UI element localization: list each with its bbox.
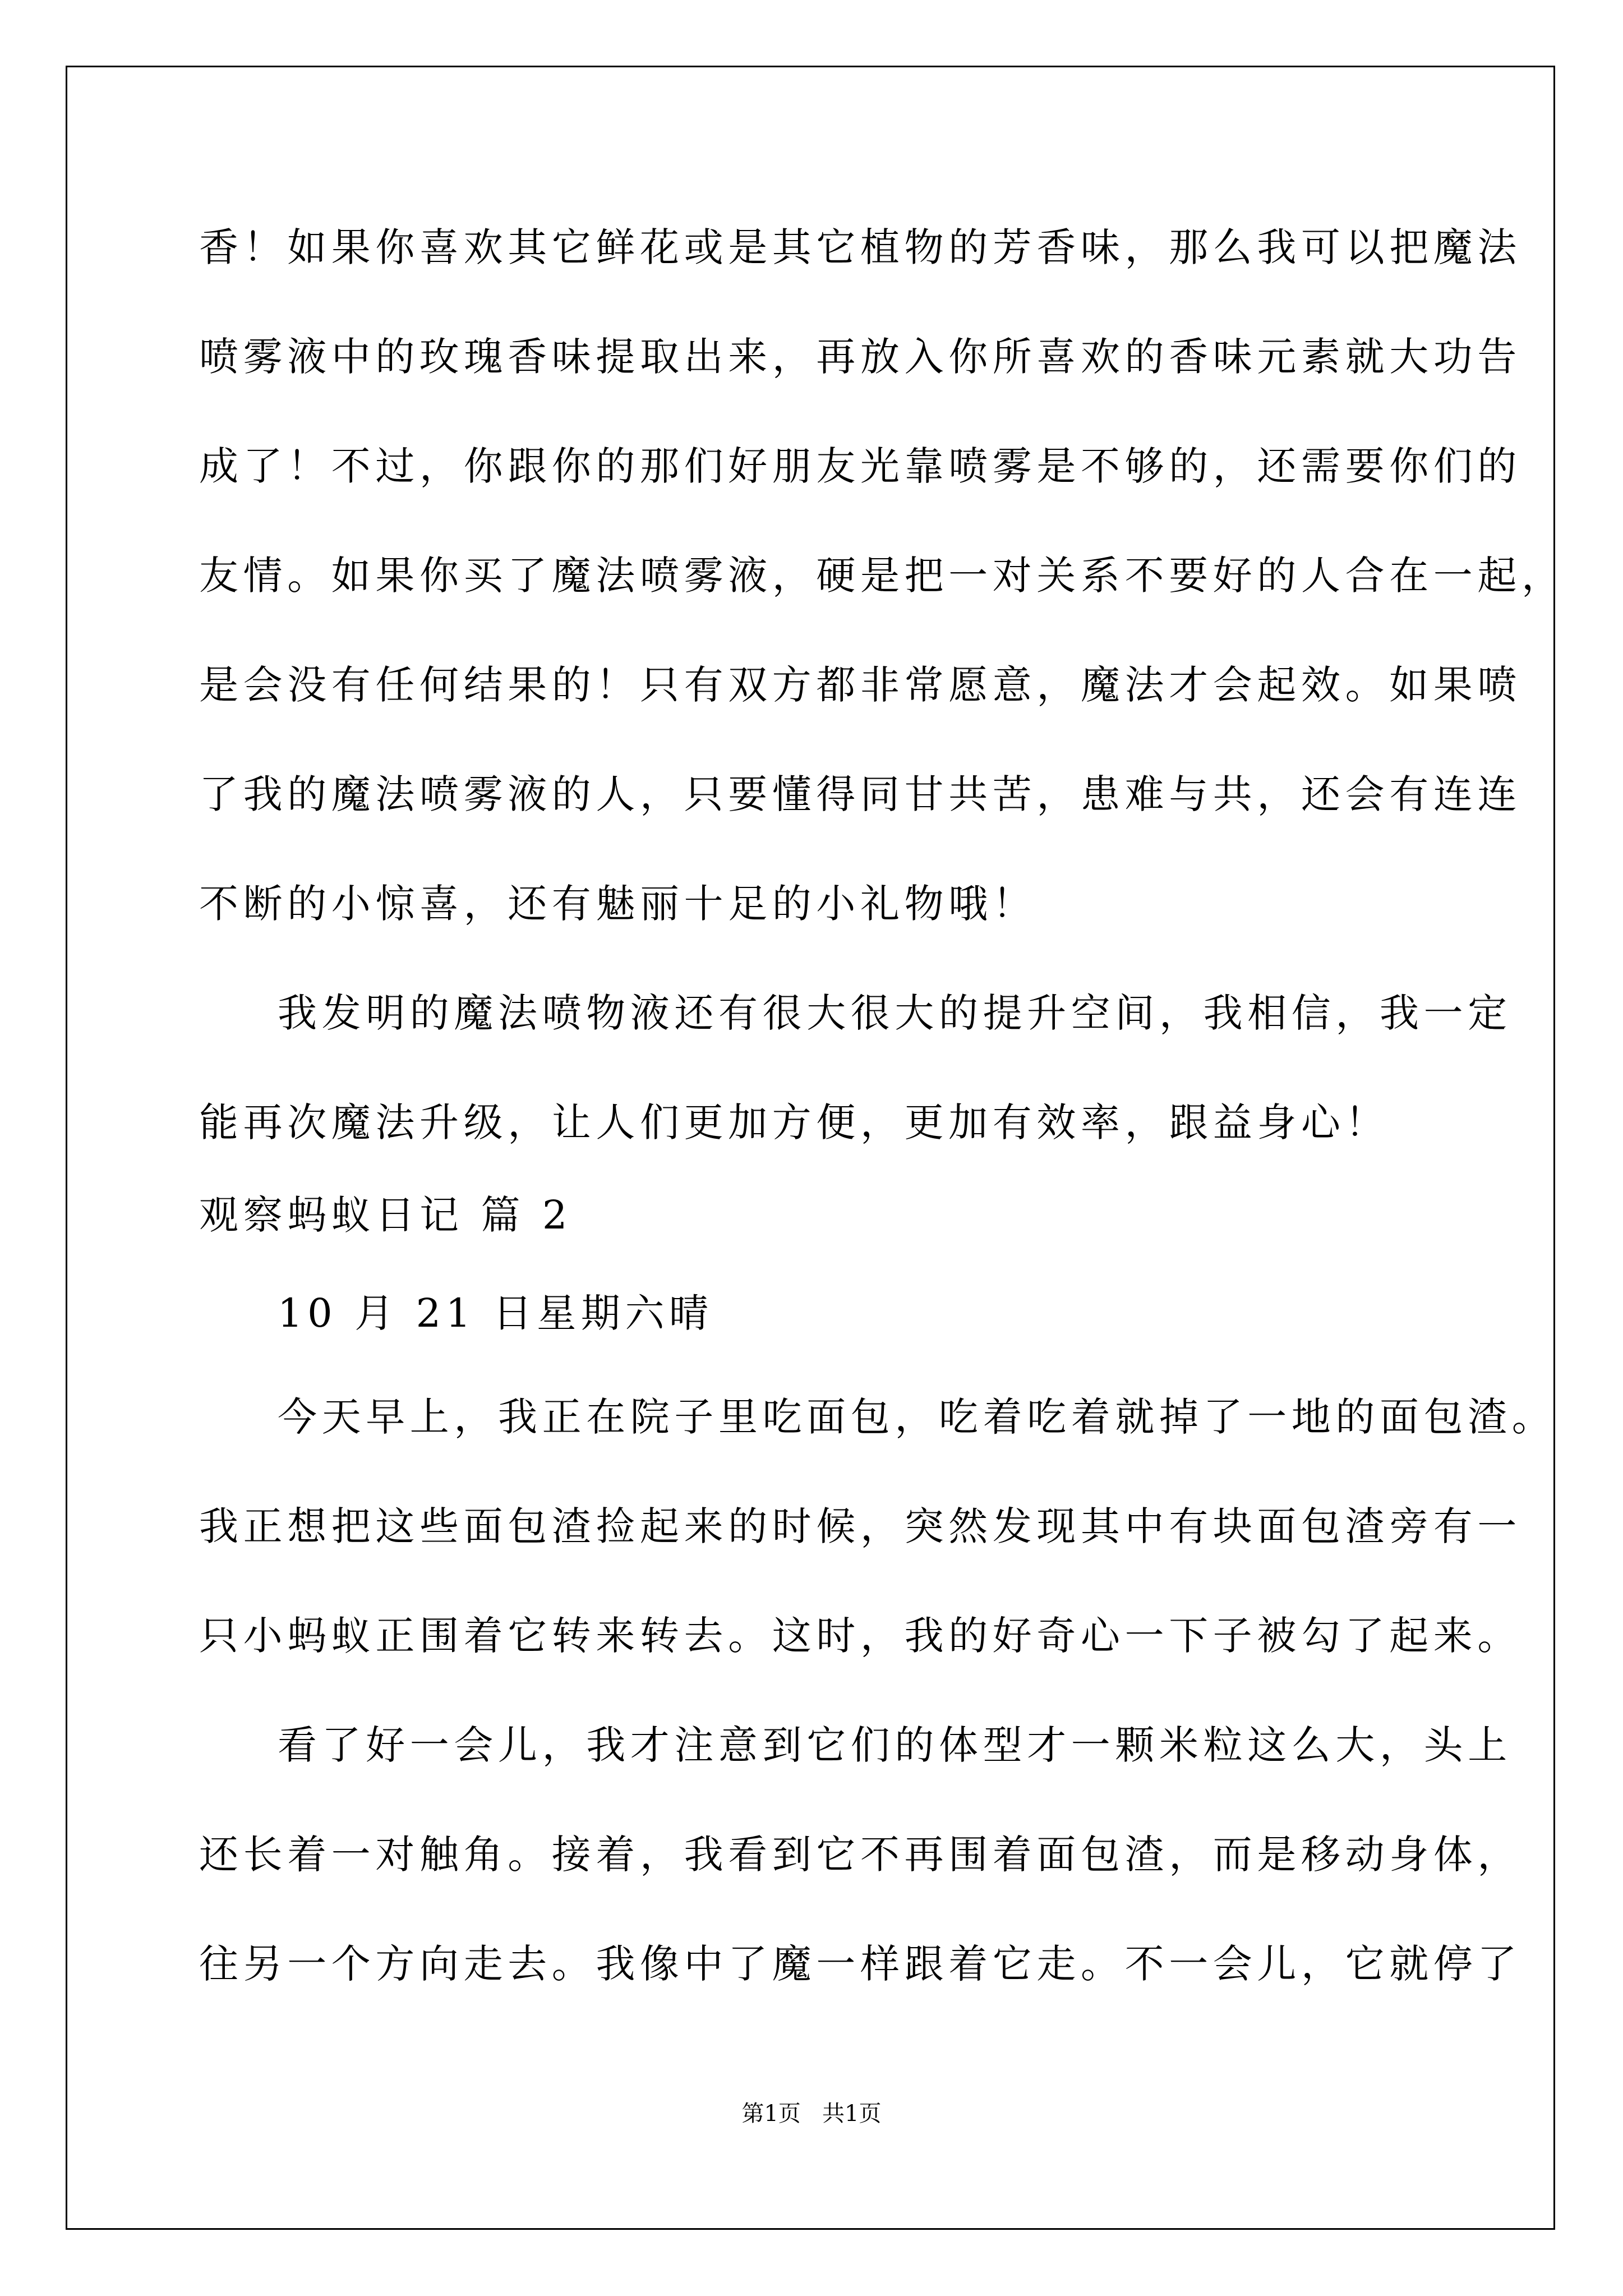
paragraph-start-line: 看了好一会儿，我才注意到它们的体型才一颗米粒这么大，头上 [278, 1722, 1512, 1768]
text-line: 香！如果你喜欢其它鲜花或是其它植物的芳香味，那么我可以把魔法 [199, 224, 1521, 270]
text-line: 只小蚂蚁正围着它转来转去。这时，我的好奇心一下子被勾了起来。 [199, 1613, 1521, 1659]
paragraph-start-line: 我发明的魔法喷物液还有很大很大的提升空间，我相信，我一定 [278, 990, 1512, 1036]
section-heading: 观察蚂蚁日记 篇 2 [199, 1192, 573, 1238]
text-line: 喷雾液中的玫瑰香味提取出来，再放入你所喜欢的香味元素就大功告 [199, 334, 1521, 380]
page-border [66, 66, 1555, 2230]
page-number-footer: 第1页 共1页 [741, 2101, 882, 2127]
text-line: 我正想把这些面包渣捡起来的时候，突然发现其中有块面包渣旁有一 [199, 1503, 1521, 1549]
text-line: 了我的魔法喷雾液的人，只要懂得同甘共苦，患难与共，还会有连连 [199, 771, 1521, 817]
text-line: 是会没有任何结果的！只有双方都非常愿意，魔法才会起效。如果喷 [199, 662, 1521, 708]
text-line: 成了！不过，你跟你的那们好朋友光靠喷雾是不够的，还需要你们的 [199, 443, 1521, 489]
paragraph-start-line: 今天早上，我正在院子里吃面包，吃着吃着就掉了一地的面包渣。 [278, 1394, 1556, 1440]
text-line: 还长着一对触角。接着，我看到它不再围着面包渣，而是移动身体， [199, 1832, 1521, 1878]
text-line: 能再次魔法升级，让人们更加方便，更加有效率，跟益身心！ [199, 1099, 1390, 1145]
text-line: 往另一个方向走去。我像中了魔一样跟着它走。不一会儿，它就停了 [199, 1941, 1521, 1987]
text-line: 友情。如果你买了魔法喷雾液，硬是把一对关系不要好的人合在一起， [199, 553, 1566, 599]
text-line: 不断的小惊喜，还有魅丽十足的小礼物哦！ [199, 881, 1037, 927]
date-line: 10 月 21 日星期六晴 [278, 1290, 713, 1336]
